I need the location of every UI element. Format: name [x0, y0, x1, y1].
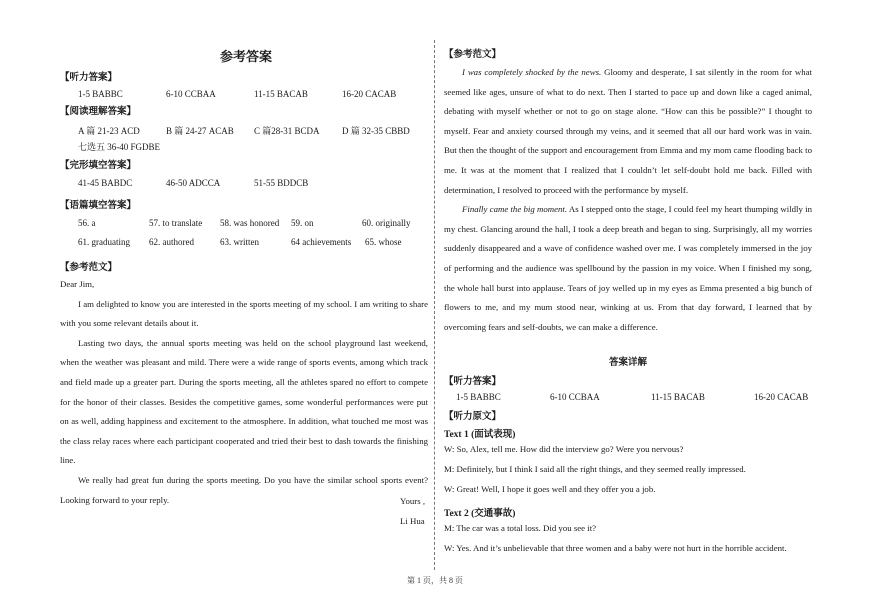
- listening-heading: 【听力答案】: [444, 377, 502, 387]
- page-footer: 第 1 页，共 8 页: [407, 576, 463, 585]
- cloze-heading: 【完形填空答案】: [60, 161, 137, 171]
- transcript-line: W: Great! Well, I hope it goes well and they offer you a job.: [444, 484, 656, 494]
- story-text: Gloomy and desperate, I sat silently in the room for what seemed like ages, unsure of what to do next. Then I started to pace up and down like a caged animal, debating with myself whether or not to go on stage alone. “How can this be possible?” I thought to myself. Fear and anxiety coursed through my veins, and it seemed that all our hard work was in vain. But then the thought of the support and encouragement from Emma and my mom came flooding back to me. It was at the moment that I realized that I couldn’t let self-doubt hold me back. Filled with determination, I resolved to proceed with the performance by myself.: [444, 67, 812, 195]
- letter-salutation: Dear Jim,: [60, 279, 95, 289]
- listening-answers: [78, 89, 428, 101]
- story-body: [444, 63, 812, 337]
- answer-item: C 篇28-31 BCDA: [254, 126, 320, 136]
- story-text: As I stepped onto the stage, I could feel my heart thumping wildly in my chest. Glancing around the hall, I took a deep breath and began to sing. Surprisingly, all my worries suddenly disappeared and a wave of confidence washed over me. I was completely immersed in the joy of performing and the audience was spellbound by the passion in my voice. When I finished my song, the whole hall burst into applause. Tears of joy welled up in my eyes as Emma presented a big bunch of flowers to me, and my mum stood near, winking at us. From that day forward, I learned that by overcoming fears and self-doubts, we can make a difference.: [444, 204, 812, 332]
- answer-item: 6-10 CCBAA: [166, 89, 216, 99]
- text1-title: Text 1 (面试表现): [444, 430, 516, 440]
- column-divider: [434, 40, 435, 570]
- answer-item: 11-15 BACAB: [254, 89, 308, 99]
- letter-paragraph: Lasting two days, the annual sports meeting was held on the school playground last weekend, when the weather was pleasant and mild. There were a wide range of sports events, among which track and field made up a greater part. During the sports meeting, all the athletes spared no effort to compete for the honor of their classes. Besides the competitive games, some wonderful performances were put on as well, adding happiness and excitement to the atmosphere. In addition, what touched me most was the class relay races where each participant cooperated and tried their best to dash towards the finishing line.: [60, 337, 428, 466]
- letter-closing: Yours ,: [400, 496, 426, 506]
- story-paragraph: [444, 200, 812, 337]
- essay-heading: 【参考范文】: [60, 263, 118, 273]
- answer-item: 1-5 BABBC: [456, 392, 501, 402]
- story-lead-sentence: I was completely shocked by the news.: [462, 67, 602, 77]
- grammar-row-1: [78, 218, 428, 230]
- transcript-line: W: So, Alex, tell me. How did the interview go? Were you nervous?: [444, 444, 684, 454]
- letter-paragraph: I am delighted to know you are interested in the sports meeting of my school. I am writing to share with you some relevant details about it.: [60, 298, 428, 329]
- answer-item: 16-20 CACAB: [342, 89, 397, 99]
- transcript-line: W: Yes. And it’s unbelievable that three women and a baby were not hurt in the horrible accident.: [444, 543, 787, 553]
- transcript-line: M: Definitely, but I think I said all the right things, and they seemed really impressed.: [444, 464, 746, 474]
- answer-item: 58. was honored: [220, 218, 280, 228]
- reading-heading: 【阅读理解答案】: [60, 107, 137, 117]
- page-title: 参考答案: [220, 49, 273, 64]
- answer-item: 11-15 BACAB: [651, 392, 705, 402]
- answer-item: 56. a: [78, 218, 96, 228]
- letter-paragraph: We really had great fun during the sports meeting. Do you have the similar school sports event? Looking forward to your reply.: [60, 474, 428, 505]
- reading-answers: [78, 124, 428, 136]
- answer-item: 59. on: [291, 218, 314, 228]
- listening-answers: [456, 392, 812, 404]
- text2-title: Text 2 (交通事故): [444, 509, 516, 519]
- cloze-answers: [78, 178, 428, 190]
- answer-item: 16-20 CACAB: [754, 392, 809, 402]
- seven-choose-five: 七选五 36-40 FGDBE: [78, 142, 161, 152]
- answer-item: 51-55 BDDCB: [254, 178, 309, 188]
- answer-item: 1-5 BABBC: [78, 89, 123, 99]
- answer-item: 62. authored: [149, 237, 194, 247]
- answer-item: 61. graduating: [78, 237, 130, 247]
- answer-item: 64 achievements: [291, 237, 352, 247]
- answer-item: 60. originally: [362, 218, 411, 228]
- explanation-title: 答案详解: [608, 358, 647, 368]
- listening-heading: 【听力答案】: [60, 73, 118, 83]
- transcript-heading: 【听力原文】: [444, 412, 502, 422]
- grammar-heading: 【语篇填空答案】: [60, 201, 137, 211]
- answer-item: 65. whose: [365, 237, 402, 247]
- answer-item: D 篇 32-35 CBBD: [342, 126, 410, 136]
- answer-item: 41-45 BABDC: [78, 178, 133, 188]
- grammar-row-2: [78, 237, 428, 249]
- answer-item: 63. written: [220, 237, 259, 247]
- story-paragraph: [444, 63, 812, 200]
- answer-item: 46-50 ADCCA: [166, 178, 221, 188]
- letter-signature: Li Hua: [400, 516, 425, 526]
- answer-item: 6-10 CCBAA: [550, 392, 600, 402]
- answer-item: 57. to translate: [149, 218, 203, 228]
- essay-heading: 【参考范文】: [444, 50, 502, 60]
- transcript-line: M: The car was a total loss. Did you see it?: [444, 523, 597, 533]
- answer-item: A 篇 21-23 ACD: [78, 126, 140, 136]
- answer-item: B 篇 24-27 ACAB: [166, 126, 234, 136]
- story-lead-sentence: Finally came the big moment.: [462, 204, 568, 215]
- letter-body: [60, 275, 428, 510]
